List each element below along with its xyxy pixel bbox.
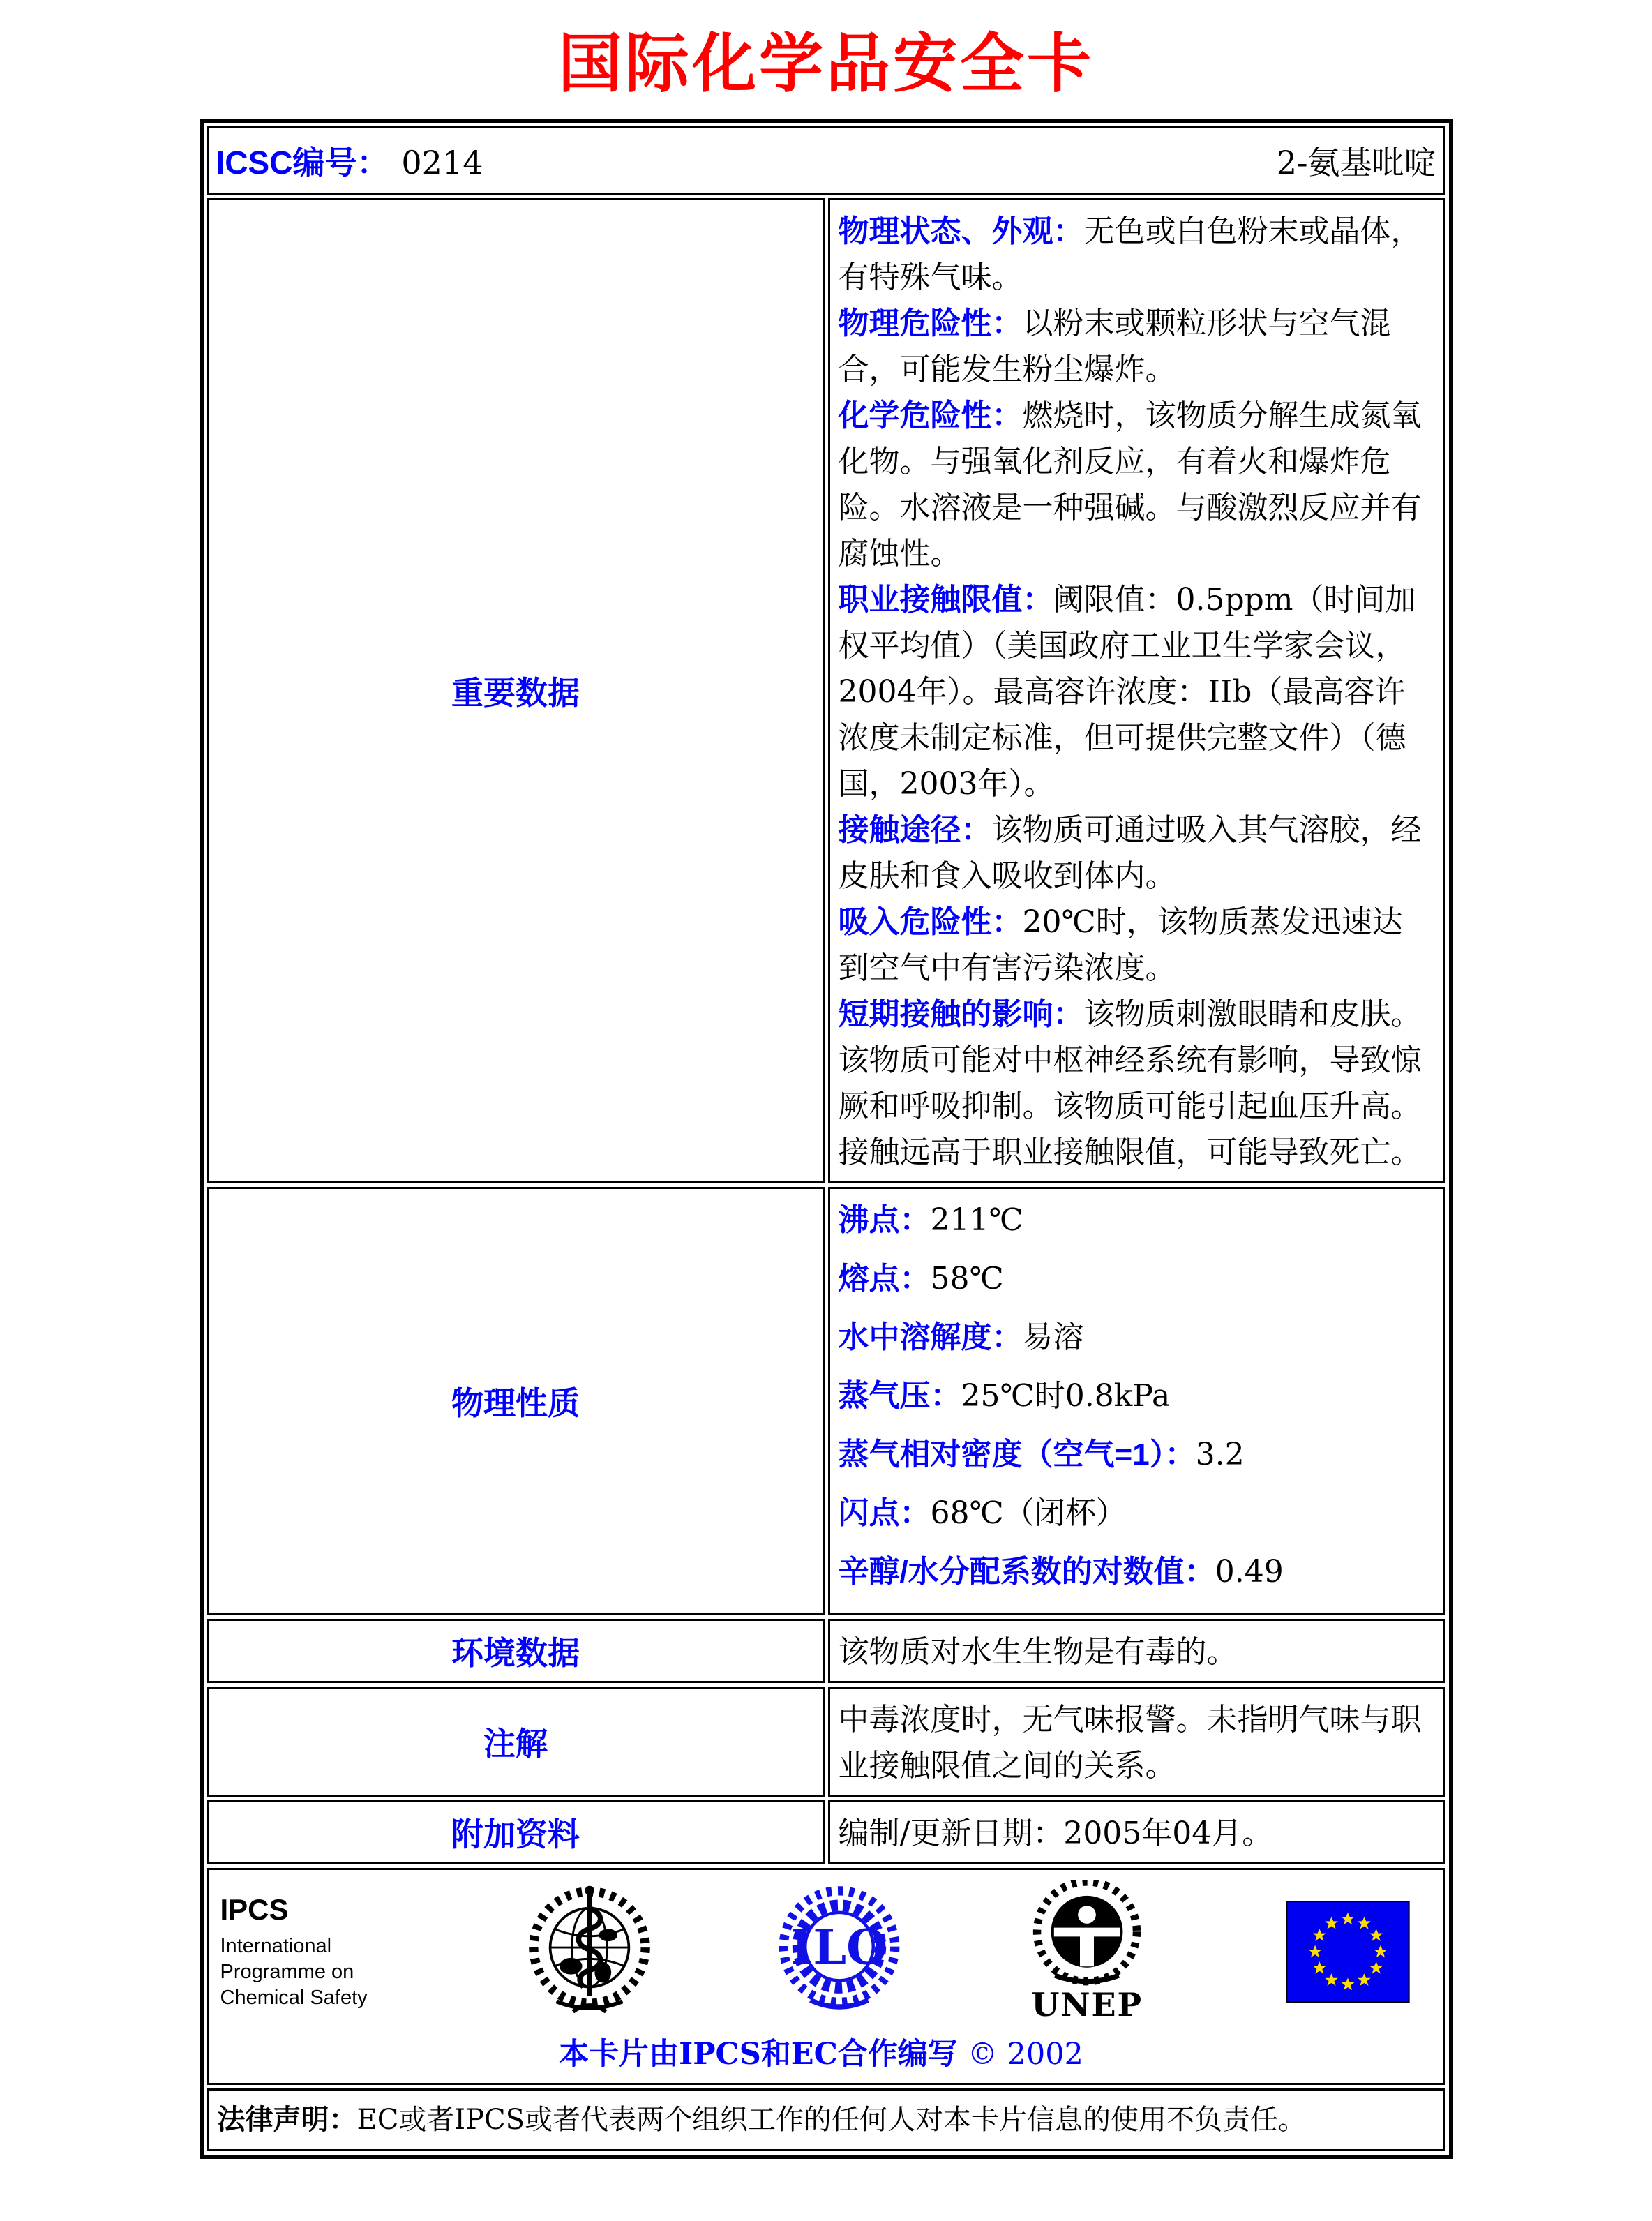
item-label: 化学危险性： xyxy=(838,398,1023,433)
prop-value: 211℃ xyxy=(930,1202,1023,1238)
item-text: 燃烧时，该物质分解生成氮氧化物。与强氧化剂反应，有着火和爆炸危险。水溶液是一种强碱。与酸激烈反应并有腐蚀性。 xyxy=(838,398,1422,571)
item-label: 物理危险性： xyxy=(838,306,1023,341)
chemical-name: 2-氨基吡啶 xyxy=(1276,144,1436,181)
prop-label: 沸点： xyxy=(838,1203,931,1237)
ipcs-acronym: IPCS xyxy=(220,1892,289,1926)
header-row xyxy=(207,126,1446,195)
item-label: 吸入危险性： xyxy=(838,905,1023,939)
section-label-notes: 注解 xyxy=(207,1687,825,1797)
item-label: 短期接触的影响： xyxy=(838,997,1084,1031)
data-item-physical-state xyxy=(839,209,1431,301)
prop-label: 辛醇/水分配系数的对数值： xyxy=(838,1555,1215,1589)
additional-info-row xyxy=(207,1800,1446,1864)
prop-value: 58℃ xyxy=(930,1261,1004,1296)
prop-flash-point xyxy=(839,1490,1431,1536)
icsc-number-label: ICSC编号： xyxy=(216,144,389,181)
notes-text: 中毒浓度时，无气味报警。未指明气味与职业接触限值之间的关系。 xyxy=(838,1702,1422,1783)
notes-row xyxy=(207,1687,1446,1797)
data-item-exposure-routes xyxy=(839,807,1431,899)
prop-value: 3.2 xyxy=(1195,1437,1245,1472)
section-label-physical-properties: 物理性质 xyxy=(207,1187,825,1615)
prop-value: 68℃（闭杯） xyxy=(930,1495,1127,1531)
item-text: 该物质可通过吸入其气溶胶，经皮肤和食入吸收到体内。 xyxy=(838,812,1422,894)
item-text: 无色或白色粉末或晶体，有特殊气味。 xyxy=(838,214,1422,295)
important-data-content xyxy=(828,198,1446,1183)
prop-label: 熔点： xyxy=(838,1262,931,1296)
icsc-number-value: 0214 xyxy=(401,144,483,181)
section-label-important-data: 重要数据 xyxy=(207,198,825,1183)
data-item-exposure-limits xyxy=(839,577,1431,807)
item-text: 该物质刺激眼睛和皮肤。该物质可能对中枢神经系统有影响，导致惊厥和呼吸抑制。该物质可能引起血压升高。接触远高于职业接触限值，可能导致死亡。 xyxy=(838,996,1422,1170)
prop-water-solubility xyxy=(839,1315,1431,1361)
data-item-short-term-effects xyxy=(839,992,1431,1176)
data-item-chemical-danger xyxy=(839,393,1431,577)
prop-value: 0.49 xyxy=(1215,1554,1284,1590)
page-title: 国际化学品安全卡 xyxy=(557,26,1094,101)
legal-cell xyxy=(207,2088,1446,2151)
section-label-environmental-data: 环境数据 xyxy=(207,1619,825,1683)
eu-flag-icon xyxy=(1273,1901,1422,2003)
environmental-data-content xyxy=(828,1619,1446,1683)
ipcs-name-line: Programme on xyxy=(220,1960,354,1983)
environmental-data-row xyxy=(207,1619,1446,1683)
prop-value: 易溶 xyxy=(1022,1319,1084,1355)
caption-text: 本卡片由IPCS和EC合作编写 xyxy=(559,2037,958,2072)
icsc-card-table xyxy=(200,119,1453,2159)
unep-icon xyxy=(1027,1880,1147,1991)
ipcs-name-line: International xyxy=(220,1934,332,1957)
prop-label: 蒸气压： xyxy=(838,1379,961,1413)
item-label: 接触途径： xyxy=(838,813,992,847)
item-label: 职业接触限值： xyxy=(838,583,1053,617)
prop-value: 25℃时0.8kPa xyxy=(961,1378,1171,1414)
physical-properties-row xyxy=(207,1187,1446,1615)
ipcs-name-line: Chemical Safety xyxy=(220,1986,368,2009)
logos-row xyxy=(207,1868,1446,2085)
additional-info-text: 编制/更新日期：2005年04月。 xyxy=(838,1816,1273,1851)
who-icon xyxy=(527,1883,652,2020)
unep-label: UNEP xyxy=(1031,1986,1143,2024)
header-cell xyxy=(207,126,1446,195)
data-item-physical-danger xyxy=(839,301,1431,393)
additional-info-content xyxy=(828,1800,1446,1864)
legal-label: 法律声明： xyxy=(217,2104,357,2135)
important-data-row xyxy=(207,198,1446,1183)
item-text: 20℃时，该物质蒸发迅速达到空气中有害污染浓度。 xyxy=(838,904,1403,986)
item-text: 阈限值：0.5ppm（时间加权平均值）（美国政府工业卫生学家会议，2004年）。最高容许浓度：IIb（最高容许浓度未制定标准，但可提供完整文件）（德国，2003年）。 xyxy=(838,582,1416,802)
cooperation-caption xyxy=(220,2031,1422,2073)
icsc-number xyxy=(216,137,483,184)
legal-text: EC或者IPCS或者代表两个组织工作的任何人对本卡片信息的使用不负责任。 xyxy=(356,2104,1307,2136)
unep-logo xyxy=(1027,1880,1147,2024)
logos-cell xyxy=(207,1868,1446,2085)
physical-properties-content xyxy=(828,1187,1446,1615)
prop-label: 蒸气相对密度（空气=1）： xyxy=(838,1437,1196,1472)
item-text: 以粉末或颗粒形状与空气混合，可能发生粉尘爆炸。 xyxy=(838,306,1391,387)
legal-row xyxy=(207,2088,1446,2151)
notes-content xyxy=(828,1687,1446,1797)
icsc-document xyxy=(200,0,1453,2159)
data-item-inhalation-risk xyxy=(839,899,1431,992)
logos-strip xyxy=(220,1880,1422,2024)
copyright-text: © 2002 xyxy=(967,2037,1083,2072)
prop-boiling-point xyxy=(839,1197,1431,1243)
section-label-additional-info: 附加资料 xyxy=(207,1800,825,1864)
prop-log-pow xyxy=(839,1549,1431,1595)
svg-text:ILO: ILO xyxy=(790,1920,888,1976)
ipcs-logo xyxy=(220,1893,402,2011)
environment-text: 该物质对水生生物是有毒的。 xyxy=(838,1634,1238,1670)
prop-label: 水中溶解度： xyxy=(838,1320,1023,1354)
ilo-icon xyxy=(777,1885,901,2019)
prop-vapor-pressure xyxy=(839,1373,1431,1419)
prop-vapor-density xyxy=(839,1432,1431,1478)
item-label: 物理状态、外观： xyxy=(838,214,1084,248)
prop-melting-point xyxy=(839,1256,1431,1302)
prop-label: 闪点： xyxy=(838,1496,931,1530)
